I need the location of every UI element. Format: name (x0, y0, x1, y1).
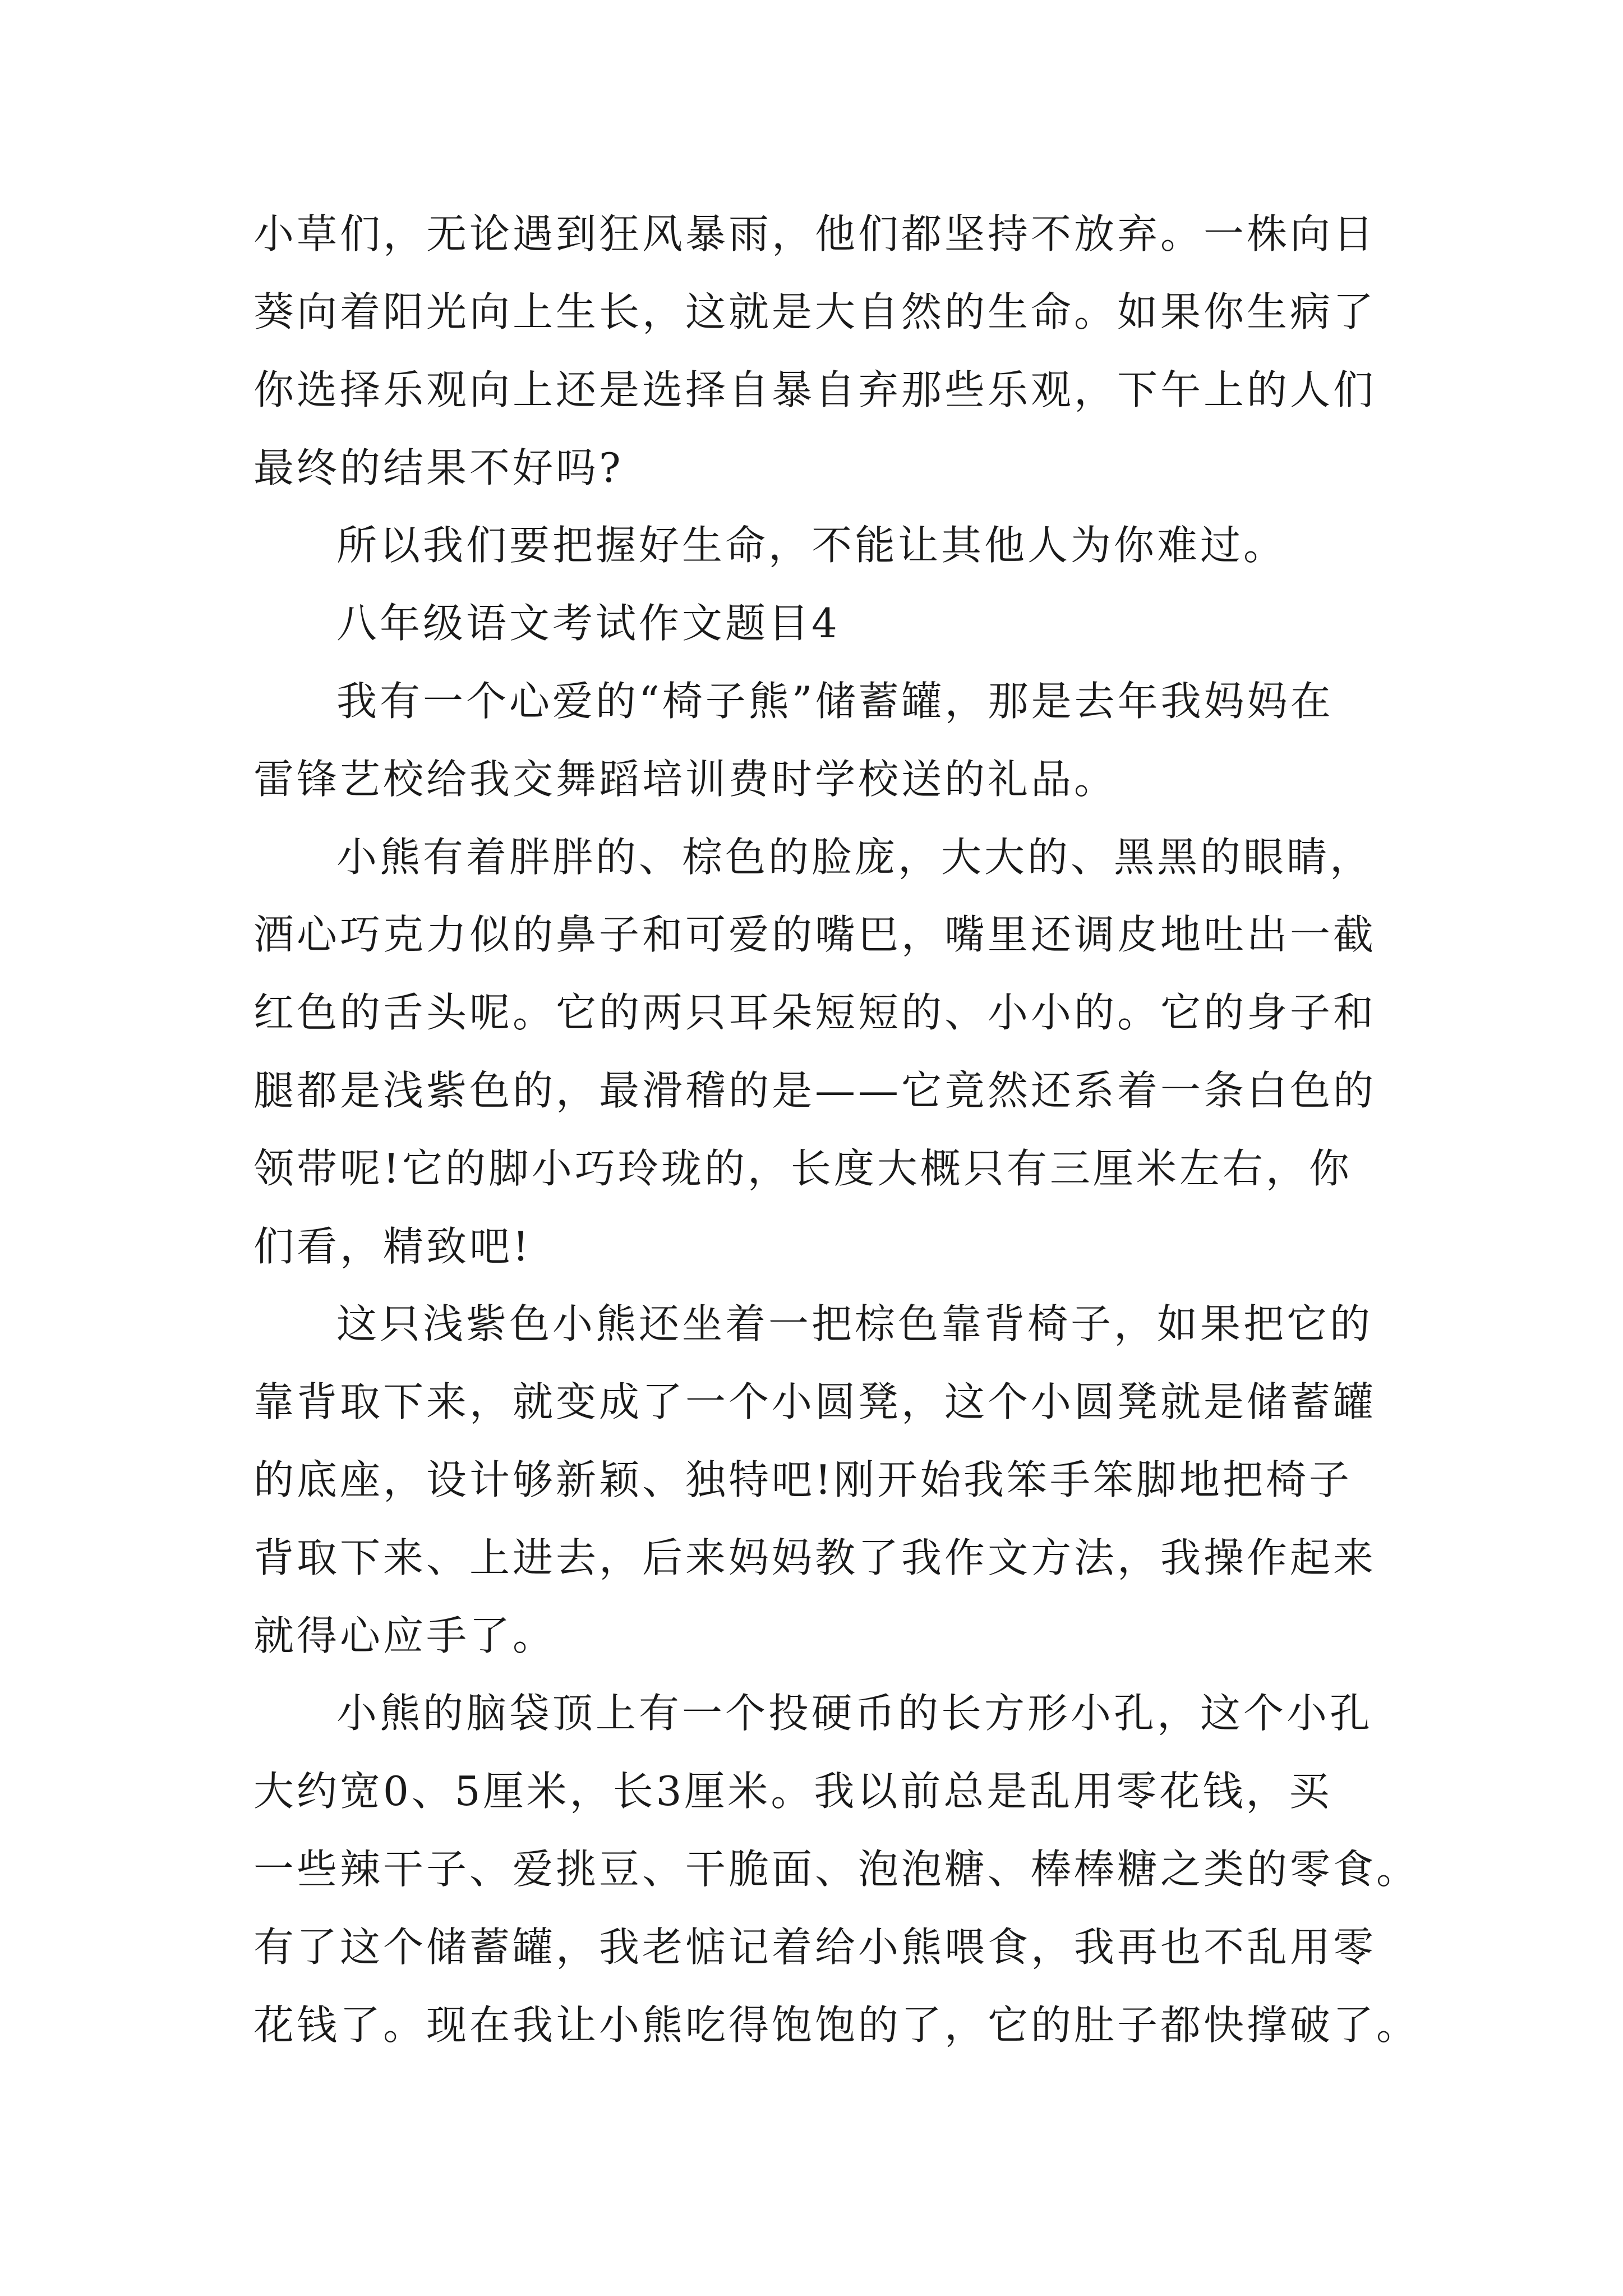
text-line: 的底座，设计够新颖、独特吧!刚开始我笨手笨脚地把椅子 (253, 1456, 1352, 1503)
text-line: 小熊有着胖胖的、棕色的脸庞，大大的、黑黑的眼睛， (336, 834, 1373, 881)
text-line: 大约宽0、5厘米，长3厘米。我以前总是乱用零花钱，买 (253, 1768, 1332, 1815)
text-line: 最终的结果不好吗? (253, 444, 624, 491)
text-line: 所以我们要把握好生命，不能让其他人为你难过。 (336, 522, 1287, 569)
text-line: 背取下来、上进去，后来妈妈教了我作文方法，我操作起来 (253, 1534, 1377, 1581)
text-line: 花钱了。现在我让小熊吃得饱饱的了，它的肚子都快撑破了。 (253, 2001, 1420, 2049)
text-line: 领带呢!它的脚小巧玲珑的，长度大概只有三厘米左右，你 (253, 1145, 1352, 1192)
text-line: 有了这个储蓄罐，我老惦记着给小熊喂食，我再也不乱用零 (253, 1924, 1377, 1971)
text-line: 葵向着阳光向上生长，这就是大自然的生命。如果你生病了 (253, 288, 1377, 335)
text-line: 酒心巧克力似的鼻子和可爱的嘴巴，嘴里还调皮地吐出一截 (253, 911, 1377, 958)
text-line: 就得心应手了。 (253, 1612, 556, 1659)
text-line: 们看，精致吧! (253, 1223, 532, 1270)
text-line: 红色的舌头呢。它的两只耳朵短短的、小小的。它的身子和 (253, 989, 1377, 1036)
text-line: 你选择乐观向上还是选择自暴自弃那些乐观，下午上的人们 (253, 366, 1377, 413)
text-line: 靠背取下来，就变成了一个小圆凳，这个小圆凳就是储蓄罐 (253, 1378, 1377, 1425)
text-line: 这只浅紫色小熊还坐着一把棕色靠背椅子，如果把它的 (336, 1300, 1373, 1347)
text-line: 小熊的脑袋顶上有一个投硬币的长方形小孔，这个小孔 (336, 1690, 1373, 1737)
text-line: 雷锋艺校给我交舞蹈培训费时学校送的礼品。 (253, 756, 1118, 803)
text-line: 腿都是浅紫色的，最滑稽的是——它竟然还系着一条白色的 (253, 1067, 1377, 1114)
text-line: 小草们，无论遇到狂风暴雨，他们都坚持不放弃。一株向日 (253, 210, 1377, 257)
section-heading: 八年级语文考试作文题目4 (336, 600, 840, 647)
text-line: 我有一个心爱的“椅子熊”储蓄罐，那是去年我妈妈在 (336, 678, 1334, 725)
text-line: 一些辣干子、爱挑豆、干脆面、泡泡糖、棒棒糖之类的零食。 (253, 1846, 1420, 1893)
